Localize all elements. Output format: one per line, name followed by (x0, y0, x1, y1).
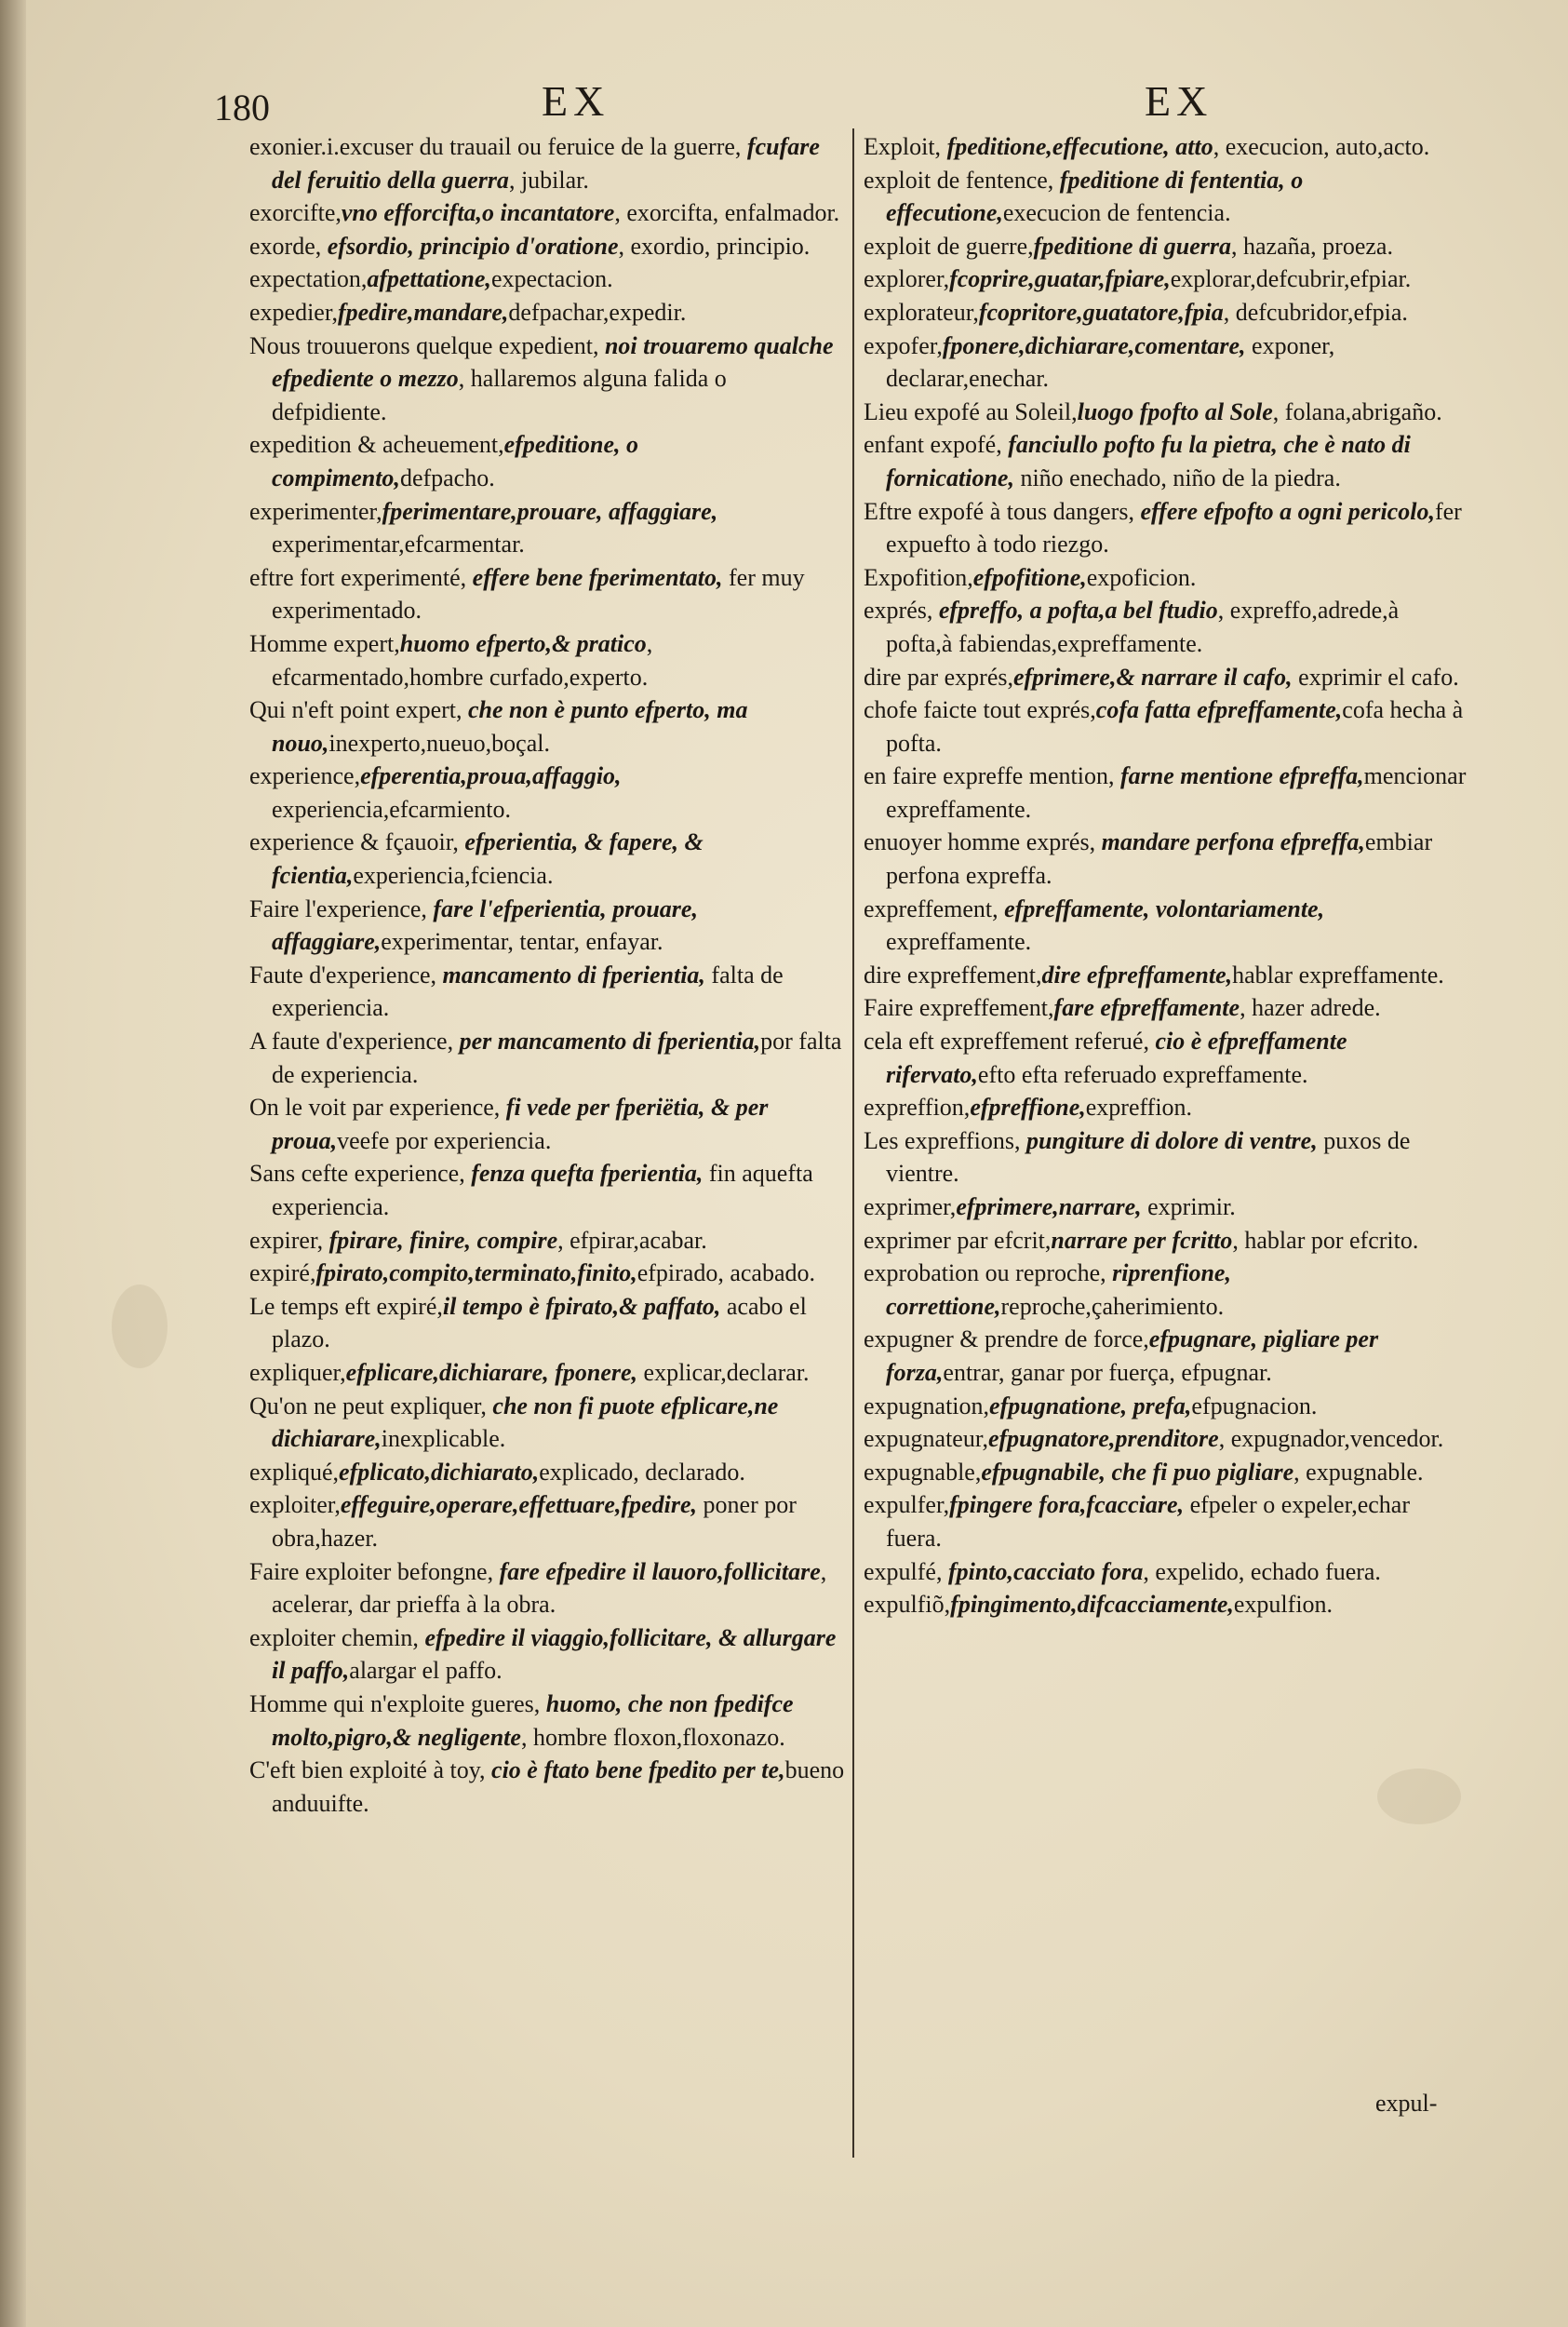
entry-french: enfant expofé, (864, 431, 1009, 459)
entry-french: expedier, (249, 298, 338, 326)
entry-spanish: fer expuefto à todo riezgo. (886, 497, 1462, 558)
entry-italian: fpeditione di guerra (1033, 232, 1231, 260)
entry-italian: fcopritore,guatatore,fpia (978, 298, 1224, 326)
entry-italian: per mancamento di fperientia, (459, 1028, 761, 1056)
entry-italian: fcoprire,guatar,fpiare, (949, 265, 1171, 293)
entry-french: expiré, (249, 1259, 316, 1287)
dictionary-entry (249, 1621, 845, 1688)
entry-spanish: efto efta referuado expreffamente. (977, 1060, 1308, 1088)
entry-spanish: fin aquefta experiencia. (272, 1160, 813, 1220)
dictionary-entry (249, 1091, 845, 1157)
entry-french: expedition & acheuement, (249, 431, 504, 459)
entry-italian: efprimere,narrare, (956, 1193, 1142, 1220)
dictionary-entry (249, 1025, 845, 1091)
right-column (864, 130, 1468, 1621)
entry-italian: fare efpedire il lauoro,follicitare (499, 1557, 821, 1585)
page-edge (0, 0, 26, 2327)
entry-spanish: execucion de fentencia. (1002, 199, 1231, 227)
entry-italian: efpreffamente, volontariamente, (1004, 894, 1325, 922)
dictionary-entry (864, 428, 1468, 494)
entry-french: experimenter, (249, 497, 382, 525)
entry-french: Faute d'experience, (249, 961, 443, 989)
entry-french: cela eft expreffement referué, (864, 1028, 1156, 1056)
entry-french: C'eft bien exploité à toy, (249, 1756, 492, 1784)
entry-italian: efperentia,proua,affaggio, (360, 762, 622, 790)
entry-french: Les expreffions, (864, 1126, 1026, 1154)
entry-spanish: cofa hecha à pofta. (886, 696, 1464, 757)
entry-spanish: explorar,defcubrir,efpiar. (1170, 265, 1412, 293)
entry-italian: fperimentare,prouare, affaggiare, (382, 497, 718, 525)
entry-french: eftre fort experimenté, (249, 563, 473, 591)
entry-italian: dire efpreffamente, (1041, 961, 1233, 989)
dictionary-entry (249, 1356, 845, 1390)
entry-italian: efpugnabile, che fi puo pigliare (981, 1458, 1294, 1486)
dictionary-entry (864, 661, 1468, 694)
dictionary-entry (864, 826, 1468, 892)
entry-italian: riprenfione, correttione, (886, 1259, 1231, 1320)
entry-spanish: , expugnable. (1293, 1458, 1424, 1486)
dictionary-entry (864, 1488, 1468, 1554)
entry-spanish: mencionar expreffamente. (886, 762, 1467, 823)
entry-french: expugnateur, (864, 1425, 988, 1453)
entry-italian: fanciullo pofto fu la pietra, che è nato di fornicatione, (886, 431, 1411, 491)
entry-french: expliquer, (249, 1358, 346, 1386)
entry-spanish: niño enechado, niño de la piedra. (1013, 464, 1341, 491)
entry-spanish: efpirado, acabado. (637, 1259, 815, 1287)
entry-italian: pungiture di dolore di ventre, (1025, 1126, 1318, 1154)
dictionary-entry (249, 1224, 845, 1258)
dictionary-entry (864, 594, 1468, 660)
dictionary-entry (249, 1290, 845, 1356)
entry-spanish: , defcubridor,efpia. (1223, 298, 1408, 326)
entry-italian: efpreffo, a pofta,a bel ftudio (938, 597, 1218, 625)
entry-french: experience & fçauoir, (249, 828, 465, 856)
dictionary-entry (249, 296, 845, 330)
entry-spanish: reproche,çaherimiento. (1000, 1292, 1225, 1320)
entry-spanish: poner por obra,hazer. (272, 1491, 797, 1552)
entry-spanish: entrar, ganar por fuerça, efpugnar. (943, 1358, 1272, 1386)
entry-italian: efpugnare, pigliare per forza, (886, 1325, 1379, 1386)
entry-french: Homme expert, (249, 629, 400, 657)
entry-french: Sans cefte experience, (249, 1160, 472, 1188)
entry-spanish: , jubilar. (508, 166, 589, 194)
entry-spanish: expectacion. (490, 265, 613, 293)
entry-spanish: , hazer adrede. (1240, 994, 1381, 1022)
dictionary-entry (864, 1091, 1468, 1124)
entry-spanish: experimentar, tentar, enfayar. (381, 928, 663, 956)
entry-spanish: , folana,abrigaño. (1272, 397, 1442, 425)
entry-french: exprobation ou reproche, (864, 1259, 1113, 1287)
entry-french: en faire expreffe mention, (864, 762, 1120, 790)
entry-spanish: , hallaremos alguna falida o defpidiente. (272, 365, 727, 425)
entry-french: expugnable, (864, 1458, 982, 1486)
dictionary-entry (864, 561, 1468, 595)
dictionary-entry (864, 893, 1468, 959)
entry-italian: fi vede per fperiëtia, & per proua, (272, 1094, 769, 1154)
dictionary-entry (864, 1555, 1468, 1589)
entry-french: Homme qui n'exploite gueres, (249, 1689, 546, 1717)
entry-italian: fpingimento,difcacciamente, (950, 1591, 1234, 1619)
dictionary-entry (249, 495, 845, 561)
entry-french: exploit de fentence, (864, 166, 1060, 194)
running-header-left: EX (542, 77, 610, 125)
dictionary-entry (864, 495, 1468, 561)
paper-stain (1377, 1769, 1461, 1824)
entry-italian: fpeditione,effecutione, atto (946, 133, 1213, 160)
dictionary-entry (864, 693, 1468, 760)
entry-spanish: expulfion. (1233, 1591, 1333, 1619)
entry-italian: farne mentione efpreffa, (1120, 762, 1364, 790)
entry-french: Qui n'eft point expert, (249, 696, 469, 724)
dictionary-entry (249, 1555, 845, 1621)
entry-italian: efplicare,dichiarare, fponere, (345, 1358, 638, 1386)
entry-italian: efpreffione, (970, 1094, 1086, 1122)
entry-spanish: hablar expreffamente. (1232, 961, 1444, 989)
entry-spanish: , exordio, principio. (618, 232, 811, 260)
entry-french: explorateur, (864, 298, 979, 326)
entry-french: dire expreffement, (864, 961, 1042, 989)
dictionary-entry (864, 1422, 1468, 1456)
entry-italian: fpeditione di fententia, o effecutione, (886, 166, 1304, 227)
entry-french: explorer, (864, 265, 950, 293)
entry-french: exorcifte, (249, 199, 342, 227)
entry-french: exprimer, (864, 1193, 957, 1220)
entry-italian: mancamento di fperientia, (442, 961, 705, 989)
catchword: expul- (1375, 2090, 1438, 2117)
entry-italian: fenza quefta fperientia, (471, 1160, 704, 1188)
entry-italian: fpirato,compito,terminato,finito, (315, 1259, 637, 1287)
entry-french: expreffion, (864, 1094, 971, 1122)
entry-italian: fponere,dichiarare,comentare, (942, 331, 1246, 359)
dictionary-entry (864, 396, 1468, 429)
entry-spanish: , acelerar, dar prieffa à la obra. (272, 1557, 827, 1619)
entry-french: Lieu expofé au Soleil, (864, 397, 1078, 425)
entry-italian: efpeditione, o compimento, (272, 431, 639, 491)
entry-french: exprés, (864, 597, 939, 625)
entry-italian: efplicato,dichiarato, (339, 1458, 540, 1486)
dictionary-entry (249, 262, 845, 296)
entry-french: exonier.i.excuser du trauail ou feruice de la guerre, (249, 133, 747, 160)
entry-french: experience, (249, 762, 361, 790)
entry-french: expulfé, (864, 1557, 948, 1585)
entry-french: Eftre expofé à tous dangers, (864, 497, 1141, 525)
entry-french: exploit de guerre, (864, 232, 1034, 260)
dictionary-entry (249, 1688, 845, 1754)
entry-french: Le temps eft expiré, (249, 1292, 443, 1320)
dictionary-entry (864, 760, 1468, 826)
entry-spanish: explicado, declarado. (539, 1458, 745, 1486)
entry-french: Nous trouuerons quelque expedient, (249, 331, 605, 359)
entry-spanish: , efpirar,acabar. (557, 1226, 707, 1254)
entry-spanish: efpugnacion. (1191, 1392, 1318, 1419)
entry-italian: noi trouaremo qualche efpediente o mezzo (272, 331, 834, 393)
dictionary-entry (249, 561, 845, 627)
entry-spanish: bueno anduuifte. (272, 1756, 845, 1817)
entry-spanish: , hombre floxon,floxonazo. (520, 1723, 785, 1751)
entry-french: expliqué, (249, 1458, 340, 1486)
column-divider (852, 128, 854, 2158)
dictionary-entry (864, 1456, 1468, 1489)
entry-spanish: , expugnador,vencedor. (1218, 1425, 1444, 1453)
dictionary-entry (864, 959, 1468, 992)
entry-spanish: defpacho. (399, 464, 495, 491)
paper-stain (112, 1285, 168, 1368)
entry-french: enuoyer homme exprés, (864, 828, 1102, 856)
entry-french: exploiter, (249, 1491, 341, 1519)
entry-french: chofe faicte tout exprés, (864, 696, 1096, 724)
entry-spanish: embiar perfona expreffa. (886, 828, 1433, 890)
entry-spanish: falta de experiencia. (272, 961, 784, 1022)
entry-spanish: veefe por experiencia. (337, 1126, 552, 1154)
entry-spanish: expoficion. (1086, 563, 1197, 591)
entry-italian: cofa fatta efpreffamente, (1095, 696, 1343, 724)
entry-italian: effere bene fperimentato, (472, 563, 723, 591)
entry-italian: narrare per fcritto (1051, 1226, 1233, 1254)
dictionary-entry (864, 1190, 1468, 1224)
entry-spanish: exprimir el cafo. (1292, 663, 1459, 691)
entry-french: Qu'on ne peut expliquer, (249, 1392, 493, 1419)
entry-italian: che non fi puote efplicare,ne dichiarare, (272, 1392, 779, 1453)
dictionary-entry (249, 959, 845, 1025)
entry-spanish: , exorcifta, enfalmador. (614, 199, 840, 227)
dictionary-entry (864, 1257, 1468, 1323)
entry-french: expugnation, (864, 1392, 990, 1419)
entry-italian: cio è ftato bene fpedito per te, (491, 1756, 785, 1784)
entry-italian: fpingere fora,fcacciare, (949, 1491, 1185, 1519)
dictionary-entry (249, 1390, 845, 1456)
dictionary-entry (864, 130, 1468, 164)
entry-italian: efprimere,& narrare il cafo, (1012, 663, 1293, 691)
entry-french: A faute d'experience, (249, 1028, 460, 1056)
dictionary-entry (249, 627, 845, 693)
entry-italian: huomo, che non fpedifce molto,pigro,& negligente (272, 1689, 794, 1751)
dictionary-entry (864, 296, 1468, 330)
entry-italian: il tempo è fpirato,& paffato, (442, 1292, 721, 1320)
entry-italian: fpinto,cacciato fora (947, 1557, 1144, 1585)
entry-spanish: , efcarmentado,hombre curfado,experto. (272, 629, 653, 691)
entry-italian: huomo efperto,& pratico (399, 629, 647, 657)
entry-italian: effere efpofto a ogni pericolo, (1140, 497, 1435, 525)
entry-french: Faire expreffement, (864, 994, 1054, 1022)
page-number: 180 (214, 87, 270, 128)
entry-italian: mandare perfona efpreffa, (1101, 828, 1365, 856)
entry-italian: luogo fpofto al Sole (1077, 397, 1273, 425)
entry-spanish: puxos de vientre. (886, 1126, 1411, 1188)
dictionary-entry (864, 1323, 1468, 1389)
entry-spanish: fer muy experimentado. (272, 563, 805, 625)
entry-spanish: experiencia,fciencia. (353, 862, 554, 890)
entry-french: Exploit, (864, 133, 947, 160)
dictionary-entry (249, 760, 845, 826)
entry-italian: cio è efpreffamente rifervato, (886, 1028, 1347, 1088)
entry-italian: vno efforcifta,o incantatore (341, 199, 615, 227)
entry-french: expectation, (249, 265, 368, 293)
left-column (249, 130, 845, 1820)
entry-french: expirer, (249, 1226, 329, 1254)
entry-french: exploiter chemin, (249, 1623, 425, 1651)
dictionary-entry (249, 196, 845, 230)
entry-spanish: , expelido, echado fuera. (1143, 1557, 1381, 1585)
entry-french: exprimer par efcrit, (864, 1226, 1052, 1254)
dictionary-entry (864, 230, 1468, 263)
entry-italian: fare efpreffamente (1053, 994, 1240, 1022)
dictionary-entry (864, 991, 1468, 1025)
dictionary-entry (249, 1456, 845, 1489)
entry-french: expulfer, (864, 1491, 950, 1519)
entry-italian: efpofitione, (972, 563, 1087, 591)
entry-italian: effeguire,operare,effettuare,fpedire, (340, 1491, 698, 1519)
entry-italian: efpugnatore,prenditore (987, 1425, 1219, 1453)
entry-spanish: defpachar,expedir. (508, 298, 687, 326)
entry-french: expulfiõ, (864, 1591, 951, 1619)
entry-spanish: , execucion, auto,acto. (1213, 133, 1430, 160)
entry-italian: efsordio, principio d'oratione (327, 232, 619, 260)
entry-italian: fare l'efperientia, prouare, affaggiare, (272, 894, 698, 956)
entry-italian: efpedire il viaggio,follicitare, & allurgare il paffo, (272, 1623, 837, 1685)
entry-italian: fcufare del feruitio della guerra (272, 133, 820, 194)
dictionary-entry (864, 1588, 1468, 1621)
dictionary-entry (249, 130, 845, 196)
dictionary-entry (864, 1025, 1468, 1091)
dictionary-entry (249, 693, 845, 760)
running-header-right: EX (1145, 77, 1213, 125)
entry-italian: che non è punto efperto, ma nouo, (272, 696, 748, 757)
entry-spanish: expreffamente. (886, 928, 1032, 956)
dictionary-entry (864, 330, 1468, 396)
entry-spanish: acabo el plazo. (272, 1292, 807, 1353)
entry-french: expofer, (864, 331, 943, 359)
entry-italian: efpugnatione, prefa, (989, 1392, 1192, 1419)
dictionary-entry (249, 428, 845, 494)
entry-spanish: alargar el paffo. (349, 1657, 503, 1685)
entry-spanish: experimentar,efcarmentar. (272, 531, 525, 558)
dictionary-entry (864, 1124, 1468, 1190)
entry-italian: afpettatione, (367, 265, 491, 293)
entry-italian: fpedire,mandare, (337, 298, 509, 326)
entry-spanish: exponer, declarar,enechar. (886, 331, 1335, 393)
dictionary-entry (249, 893, 845, 959)
entry-italian: efperientia, & fapere, & fcientia, (272, 828, 704, 890)
entry-french: expugner & prendre de force, (864, 1325, 1149, 1353)
entry-spanish: efpeler o expeler,echar fuera. (886, 1491, 1410, 1552)
entry-spanish: , hazaña, proeza. (1231, 232, 1393, 260)
dictionary-entry (864, 1224, 1468, 1258)
entry-spanish: inexplicable. (381, 1425, 506, 1453)
dictionary-entry (249, 1488, 845, 1554)
dictionary-entry (249, 1754, 845, 1820)
entry-french: Faire exploiter befongne, (249, 1557, 500, 1585)
entry-spanish: exprimir. (1141, 1193, 1236, 1220)
dictionary-entry (249, 1257, 845, 1290)
dictionary-entry (864, 262, 1468, 296)
entry-french: expreffement, (864, 894, 1005, 922)
dictionary-entry (864, 164, 1468, 230)
entry-spanish: experiencia,efcarmiento. (272, 795, 511, 823)
entry-french: On le voit par experience, (249, 1094, 506, 1122)
entry-spanish: inexperto,nueuo,boçal. (328, 729, 550, 757)
entry-french: Expofition, (864, 563, 973, 591)
entry-spanish: explicar,declarar. (637, 1358, 810, 1386)
entry-french: exorde, (249, 232, 328, 260)
entry-spanish: expreffion. (1085, 1094, 1193, 1122)
dictionary-entry (249, 230, 845, 263)
entry-french: Faire l'experience, (249, 894, 434, 922)
entry-spanish: , hablar por efcrito. (1232, 1226, 1419, 1254)
dictionary-entry (249, 1157, 845, 1223)
entry-french: dire par exprés, (864, 663, 1013, 691)
entry-italian: fpirare, finire, compire (328, 1226, 558, 1254)
dictionary-entry (249, 826, 845, 892)
entry-spanish: por falta de experiencia. (272, 1028, 842, 1088)
dictionary-entry (249, 330, 845, 429)
entry-spanish: , expreffo,adrede,à pofta,à fabiendas,expreffamente. (886, 597, 1400, 657)
dictionary-entry (864, 1390, 1468, 1423)
